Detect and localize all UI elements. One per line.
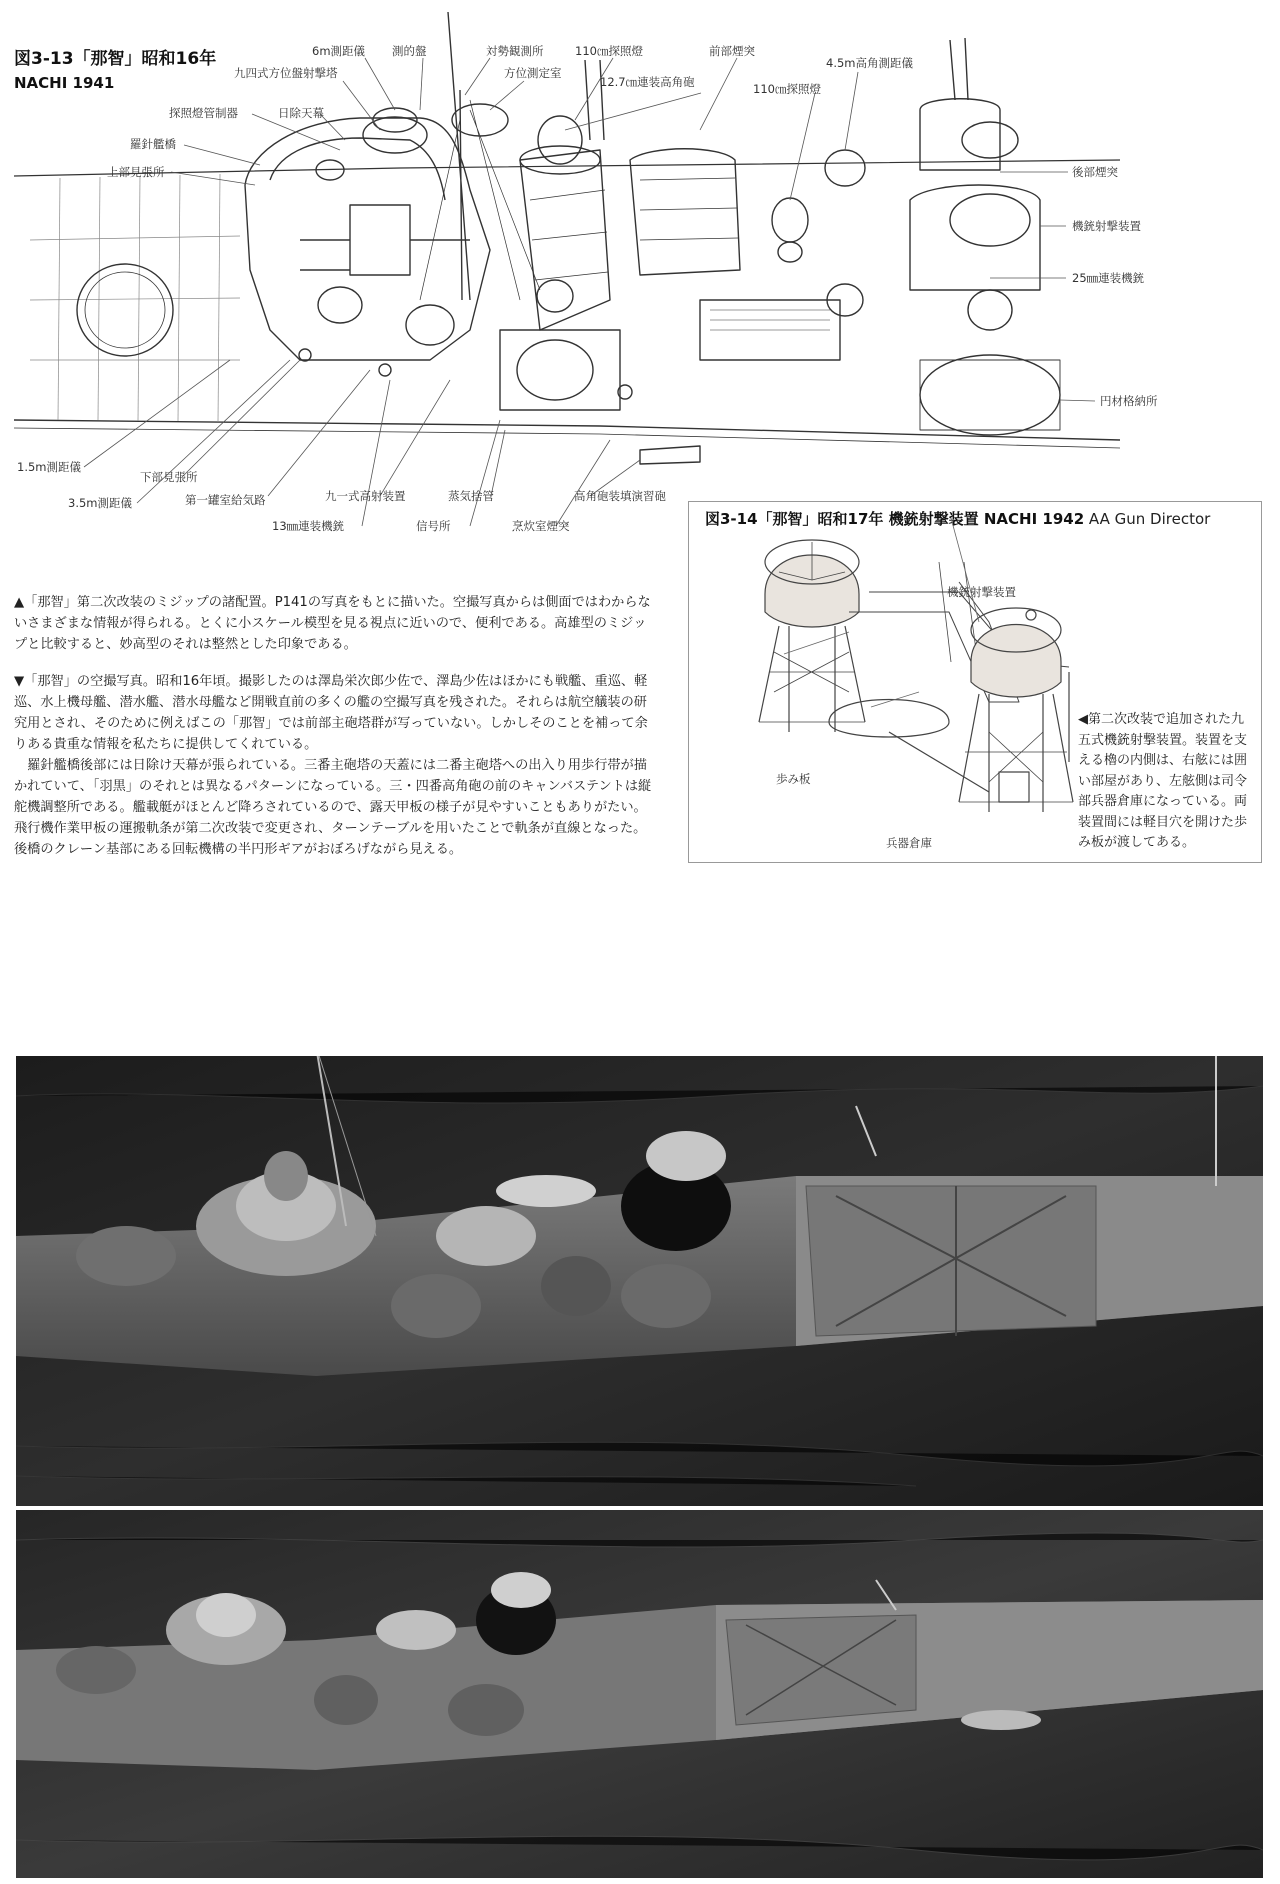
label-type94-director: 九四式方位盤射撃塔 <box>234 66 338 80</box>
label-sokuteki: 測的盤 <box>392 44 427 58</box>
fig14-title: 図3-14「那智」昭和17年 機銃射撃装置 NACHI 1942 <box>705 510 1085 528</box>
caption-p2: ▼「那智」の空撮写真。昭和16年頃。撮影したのは澤島栄次郎少佐で、澤島少佐はほかにも戦艦、重巡、軽巡、水上機母艦、潜水艦、潜水母艦など開戦直前の多くの艦の空撮写真を残された。それらは航空艤装の研究用とされ、そのために例えばこの「那智」では前部主砲塔群が写っていない。しかしそのことを補って余りある貴重な情報を私たちに提供してくれている。 <box>14 674 648 752</box>
label-type91-ha-director: 九一式高射装置 <box>325 489 406 503</box>
caption-p3: 羅針艦橋後部には日除け天幕が張られている。三番主砲塔の天蓋には二番主砲塔への出入り用歩行帯が描かれていて、「羽黒」のそれとは異なるパターンになっている。三・四番高角砲の前のキャンバステントは縦舵機調整所である。艦載艇がほとんど降ろされているので、露天甲板の様子が見やすいこともありがたい。飛行機作業甲板の運搬軌条が第二次改装で変更され、ターンテーブルを用いたことで軌条が直線となった。後橋のクレーン基部にある回転機構の半円形ギアがおぼろげながら見える。 <box>14 758 652 857</box>
label-127-ha-gun: 12.7㎝連装高角砲 <box>600 75 695 89</box>
label-compass-bridge: 羅針艦橋 <box>130 137 176 151</box>
label-mg-director: 機銃射撃装置 <box>1072 219 1141 233</box>
label-taiseikansoku: 対勢観測所 <box>486 44 544 58</box>
label-rangefinder-1-5m: 1.5m測距儀 <box>17 460 81 474</box>
fig13-subtitle: NACHI 1941 <box>14 74 115 92</box>
label-sunshade: 日除天幕 <box>278 106 324 120</box>
label-searchlight-control: 探照燈管制器 <box>169 106 238 120</box>
label-25mm-mg: 25㎜連装機銃 <box>1072 271 1145 285</box>
label-lower-lookout: 下部見張所 <box>140 470 198 484</box>
aerial-photo-bottom <box>16 1510 1263 1878</box>
caption-p1: ▲「那智」第二次改装のミジップの諸配置。P141の写真をもとに描いた。空撮写真からは側面ではわからないさまざまな情報が得られる。とくに小スケール模型を見る視点に近いので、便利である。高雄型のミジップと比較すると、妙高型のそれは整然とした印象である。 <box>14 595 651 652</box>
caption-block <box>14 592 658 860</box>
aerial-photo-bottom-image <box>16 1510 1263 1878</box>
label-houi-room: 方位測定室 <box>504 66 562 80</box>
fig13-title: 図3-13「那智」昭和16年 <box>14 49 217 69</box>
label-steam-pipe: 蒸気捨管 <box>448 489 494 503</box>
label-searchlight-110-a: 110㎝探照燈 <box>575 44 643 58</box>
aerial-photo-top-image <box>16 1056 1263 1506</box>
label-searchlight-110-b: 110㎝探照燈 <box>753 82 821 96</box>
label-upper-lookout: 上部見張所 <box>107 165 165 179</box>
label-boiler-air-intake: 第一罐室給気路 <box>185 493 266 507</box>
label-13mm-mg: 13㎜連装機銃 <box>272 519 345 533</box>
label-loading-drill-gun: 高角砲装填演習砲 <box>574 489 666 503</box>
fig14-label-walkway: 歩み板 <box>776 772 811 786</box>
label-galley-funnel: 烹炊室煙突 <box>512 519 570 533</box>
fig14-caption: ◀第二次改装で追加された九五式機銃射撃装置。装置を支える櫓の内側は、右舷には囲い部屋があり、左舷側は司令部兵器倉庫になっている。両装置間には軽目穴を開けた歩み板が渡してある。 <box>1078 712 1248 850</box>
fig14-title-en: AA Gun Director <box>1088 510 1211 528</box>
label-rangefinder-3-5m: 3.5m測距儀 <box>68 496 132 510</box>
fig14-label-armory: 兵器倉庫 <box>886 836 932 850</box>
label-front-funnel: 前部煙突 <box>709 44 755 58</box>
fig14-label-director: 機銃射撃装置 <box>947 585 1016 599</box>
aerial-photo-top <box>16 1056 1263 1506</box>
label-rangefinder-6m: 6m測距儀 <box>312 44 366 58</box>
label-rear-funnel: 後部煙突 <box>1072 165 1118 179</box>
label-rangefinder-4-5m: 4.5m高角測距儀 <box>826 56 913 70</box>
label-signal-station: 信号所 <box>416 519 451 533</box>
label-spar-storage: 円材格納所 <box>1100 394 1158 408</box>
